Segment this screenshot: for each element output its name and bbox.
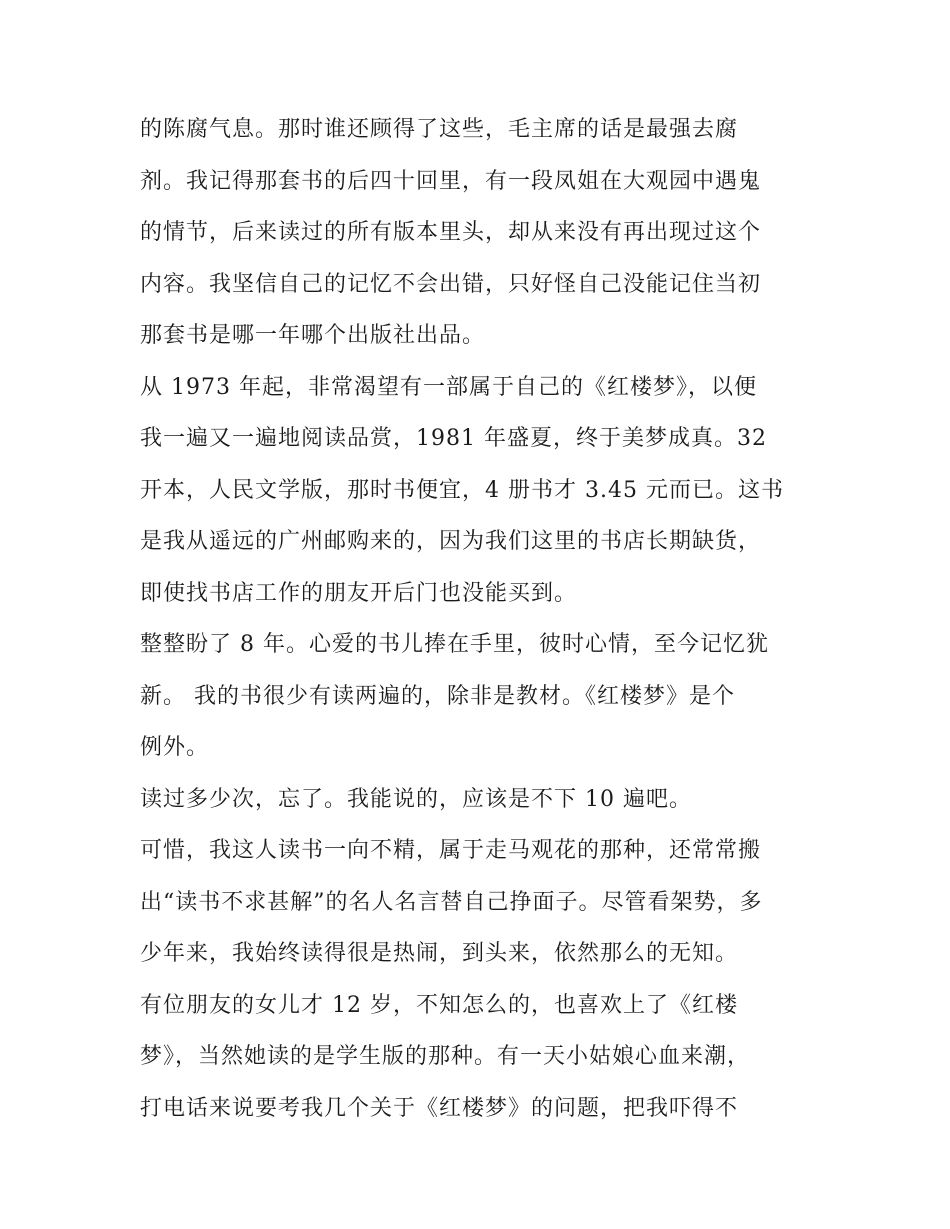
text-line: 打电话来说要考我几个关于《红楼梦》的问题，把我吓得不 — [140, 1095, 739, 1121]
text-line: 读过多少次，忘了。我能说的，应该是不下 10 遍吧。 — [140, 786, 692, 812]
text-line: 那套书是哪一年哪个出版社出品。 — [140, 323, 486, 348]
text-line: 整整盼了 8 年。心爱的书儿捧在手里，彼时心情，至今记忆犹 — [140, 632, 769, 657]
document-page — [140, 104, 820, 1134]
text-line: 内容。我坚信自己的记忆不会出错，只好怪自己没能记住当初 — [140, 271, 762, 297]
text-line: 的陈腐气息。那时谁还顾得了这些，毛主席的话是最强去腐 — [140, 117, 739, 142]
text-line: 可惜，我这人读书一向不精，属于走马观花的那种，还常常搬 — [140, 838, 762, 863]
text-line: 开本，人民文学版，那时书便宜，4 册书才 3.45 元而已。这书 — [140, 477, 784, 503]
text-line: 出“读书不求甚解”的名人名言替自己挣面子。尽管看架势，多 — [140, 889, 763, 915]
text-line: 从 1973 年起，非常渴望有一部属于自己的《红楼梦》，以便 — [140, 374, 757, 400]
text-line: 的情节，后来读过的所有版本里头，却从来没有再出现过这个 — [140, 220, 762, 245]
text-line: 我一遍又一遍地阅读品赏，1981 年盛夏，终于美梦成真。32 — [140, 426, 767, 451]
text-line: 例外。 — [140, 735, 210, 760]
text-line: 是我从遥远的广州邮购来的，因为我们这里的书店长期缺货， — [140, 529, 762, 554]
text-line: 梦》，当然她读的是学生版的那种。有一天小姑娘心血来潮， — [140, 1044, 751, 1069]
text-line: 有位朋友的女儿才 12 岁，不知怎么的，也喜欢上了《红楼 — [140, 992, 738, 1018]
text-line: 新。 我的书很少有读两遍的，除非是教材。《红楼梦》是个 — [140, 683, 735, 709]
text-line: 少年来，我始终读得很是热闹，到头来，依然那么的无知。 — [140, 941, 739, 966]
text-line: 剂。我记得那套书的后四十回里，有一段凤姐在大观园中遇鬼 — [140, 168, 762, 194]
text-line: 即使找书店工作的朋友开后门也没能买到。 — [140, 580, 578, 606]
